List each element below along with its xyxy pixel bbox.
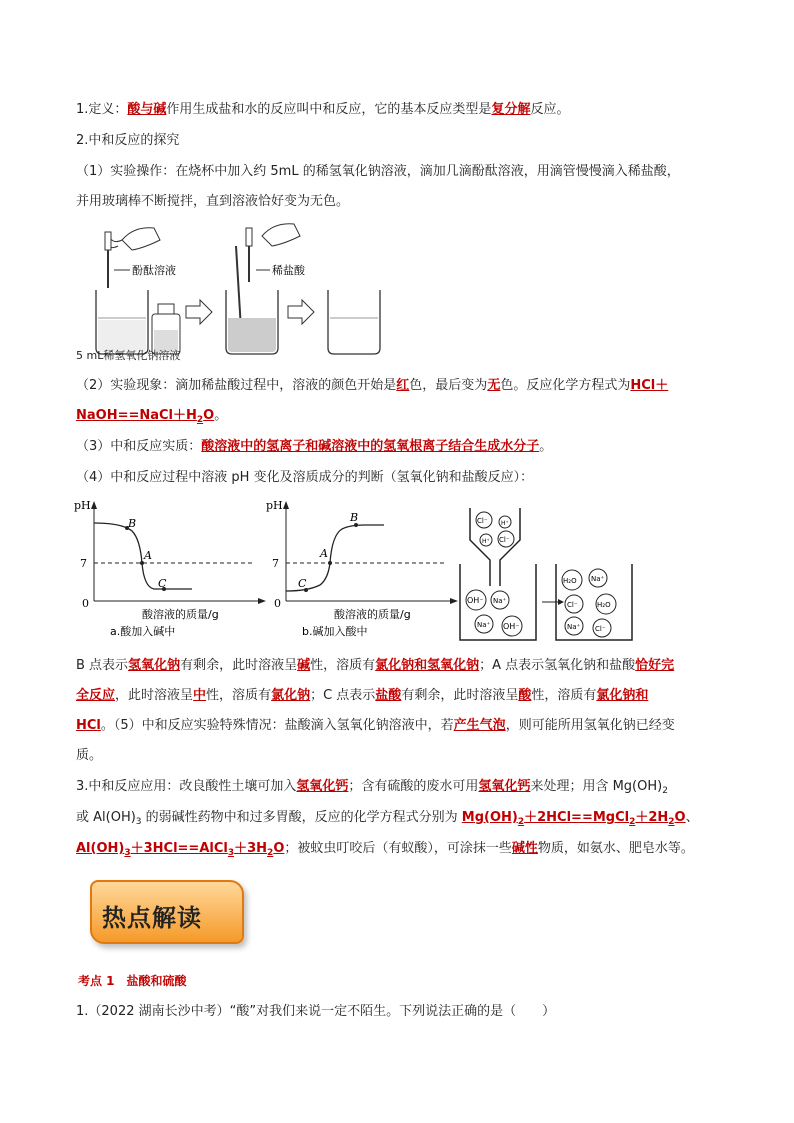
ion-na: Na⁺ <box>567 623 581 631</box>
caption-a: a.酸加入碱中 <box>110 625 176 638</box>
label-hydrochloric-acid: 稀盐酸 <box>272 264 305 277</box>
subscript: 2 <box>267 848 274 858</box>
kaodian-heading: 考点 1 盐酸和硫酸 <box>78 974 187 988</box>
subscript: 2 <box>662 786 668 796</box>
answer: 红 <box>396 378 410 393</box>
label-phenolphthalein: 酚酞溶液 <box>132 264 176 277</box>
ion-h2o: H₂O <box>563 577 577 585</box>
caption-b: b.碱加入酸中 <box>302 625 368 638</box>
ion-h: H⁺ <box>482 538 490 545</box>
text: ；含有硫酸的废水可用 <box>348 779 479 794</box>
text: 色，最后变为 <box>409 378 488 393</box>
text: 性，溶质有 <box>310 658 376 673</box>
analysis-line-3 <box>76 717 675 735</box>
answer: 恰好完 <box>635 658 675 673</box>
label-naoh-solution: 5 mL稀氢氧化钠溶液 <box>76 349 181 362</box>
analysis-line-2 <box>76 687 648 705</box>
answer: 复分解 <box>491 102 531 117</box>
tick-7: 7 <box>80 557 87 570</box>
section-heading-2: 2.中和反应的探究 <box>76 133 180 148</box>
answer: HCl＋ <box>630 378 669 393</box>
text: 。 <box>539 439 553 454</box>
axis-ylabel: pH <box>266 499 283 512</box>
text: 的弱碱性药物中和过多胃酸，反应的化学方程式分别为 <box>141 810 462 825</box>
ion-na: Na⁺ <box>493 597 507 605</box>
text: （2）实验现象：滴加稀盐酸过程中，溶液的颜色开始是 <box>76 378 397 393</box>
ion-h2o: H₂O <box>597 601 611 609</box>
answer: 氢氧化钙 <box>296 779 349 794</box>
answer: ＋3H <box>234 841 268 856</box>
ion-diagram <box>456 506 636 646</box>
text: ；A 点表示氢氧化钠和盐酸 <box>479 658 636 673</box>
point-C: C <box>158 577 167 590</box>
ion-cl: Cl⁻ <box>595 625 606 633</box>
hotspot-banner <box>90 880 244 944</box>
answer: 氯化钠和氢氧化钠 <box>375 658 480 673</box>
definition-line <box>76 101 569 119</box>
answer: 酸 <box>518 688 532 703</box>
text: 反应。 <box>530 102 570 117</box>
ion-cl: Cl⁻ <box>477 517 488 525</box>
text: B 点表示 <box>76 658 129 673</box>
answer: 酸与碱 <box>127 102 167 117</box>
answer: ＋2HCl==MgCl <box>524 810 630 825</box>
text: 。（5）中和反应实验特殊情况：盐酸滴入氢氧化钠溶液中，若 <box>100 718 454 733</box>
point-A: A <box>144 549 152 562</box>
ion-cl: Cl⁻ <box>567 601 578 609</box>
answer: Al(OH) <box>76 841 125 856</box>
answer: 中 <box>193 688 207 703</box>
ion-oh: OH⁻ <box>467 596 484 605</box>
subscript: 2 <box>668 817 675 827</box>
analysis-line-4: 质。 <box>76 748 103 763</box>
text: 性，溶质有 <box>206 688 272 703</box>
graph-acid-into-base <box>72 495 272 645</box>
subscript: 2 <box>629 817 636 827</box>
ion-cl: Cl⁻ <box>499 536 510 544</box>
answer: 碱性 <box>511 841 538 856</box>
axis-xlabel: 酸溶液的质量/g <box>334 608 411 621</box>
answer: 无 <box>487 378 501 393</box>
axis-xlabel: 酸溶液的质量/g <box>142 608 219 621</box>
text: ；被蚊虫叮咬后（有蚁酸），可涂抹一些 <box>284 841 512 856</box>
subscript: 3 <box>135 817 142 827</box>
application-line-2 <box>76 809 699 831</box>
answer: 盐酸 <box>375 688 402 703</box>
phenomenon-line-1 <box>76 377 668 395</box>
text: 有剩余，此时溶液呈 <box>401 688 519 703</box>
subscript: 3 <box>124 848 131 858</box>
answer: 氢氧化钠 <box>128 658 181 673</box>
point-C: C <box>298 577 307 590</box>
tick-0: 0 <box>274 597 281 610</box>
ph-judgement-line: （4）中和反应过程中溶液 pH 变化及溶质成分的判断（氢氧化钠和盐酸反应）： <box>76 470 534 485</box>
answer: Mg(OH) <box>461 810 518 825</box>
experiment-figure <box>74 218 384 366</box>
phenomenon-line-2 <box>76 407 227 429</box>
graph-base-into-acid <box>264 495 464 645</box>
application-line-1 <box>76 778 668 800</box>
text: 3.中和反应应用：改良酸性土壤可加入 <box>76 779 297 794</box>
point-B: B <box>350 511 359 524</box>
answer: 氯化钠 <box>271 688 311 703</box>
answer: 产生气泡 <box>453 718 506 733</box>
text: 物质，如氨水、肥皂水等。 <box>537 841 694 856</box>
text: 性，溶质有 <box>531 688 597 703</box>
essence-line <box>76 438 552 456</box>
banner-title: 热点解读 <box>102 904 202 932</box>
answer: NaOH==NaCl＋H <box>76 408 197 423</box>
text: （3）中和反应实质： <box>76 439 202 454</box>
answer: 全反应 <box>76 688 116 703</box>
answer: O <box>203 408 215 423</box>
question-1: 1.（2022 湖南长沙中考）“酸”对我们来说一定不陌生。下列说法正确的是（ ） <box>76 1004 556 1019</box>
ion-oh: OH⁻ <box>503 622 520 631</box>
answer: 氢氧化钙 <box>478 779 531 794</box>
text: 。 <box>214 408 228 423</box>
answer: O <box>273 841 285 856</box>
subscript: 2 <box>517 817 525 827</box>
ion-h: H⁺ <box>501 520 509 527</box>
answer: HCl <box>76 718 101 733</box>
text: 1.定义： <box>76 102 128 117</box>
point-B: B <box>128 517 137 530</box>
point-A: A <box>320 547 328 560</box>
analysis-line-1 <box>76 657 674 675</box>
text: ，则可能所用氢氧化钠已经变 <box>505 718 675 733</box>
subscript: 2 <box>196 415 204 425</box>
answer: 氯化钠和 <box>596 688 649 703</box>
answer: 碱 <box>297 658 311 673</box>
text: 或 Al(OH) <box>76 810 136 825</box>
text: 有剩余，此时溶液呈 <box>180 658 298 673</box>
text: 作用生成盐和水的反应叫中和反应，它的基本反应类型是 <box>166 102 492 117</box>
operation-line-2: 并用玻璃棒不断搅拌，直到溶液恰好变为无色。 <box>76 194 350 209</box>
tick-0: 0 <box>82 597 89 610</box>
tick-7: 7 <box>272 557 279 570</box>
text: ；C 点表示 <box>310 688 376 703</box>
ion-na: Na⁺ <box>477 621 491 629</box>
answer: 酸溶液中的氢离子和碱溶液中的氢氧根离子结合生成水分子 <box>201 439 540 454</box>
answer: ＋2H <box>635 810 669 825</box>
answer: ＋3HCl==AlCl <box>130 841 228 856</box>
text: ，此时溶液呈 <box>115 688 194 703</box>
axis-ylabel: pH <box>74 499 91 512</box>
ion-na: Na⁺ <box>591 575 605 583</box>
subscript: 3 <box>227 848 235 858</box>
text: 、 <box>685 810 699 825</box>
answer: O <box>674 810 686 825</box>
operation-line-1: （1）实验操作：在烧杯中加入约 5mL 的稀氢氧化钠溶液，滴加几滴酚酞溶液，用滴管慢慢滴入稀盐酸， <box>76 164 680 179</box>
text: 来处理；用含 Mg(OH) <box>530 779 663 794</box>
text: 色。反应化学方程式为 <box>500 378 631 393</box>
application-line-3 <box>76 840 694 862</box>
